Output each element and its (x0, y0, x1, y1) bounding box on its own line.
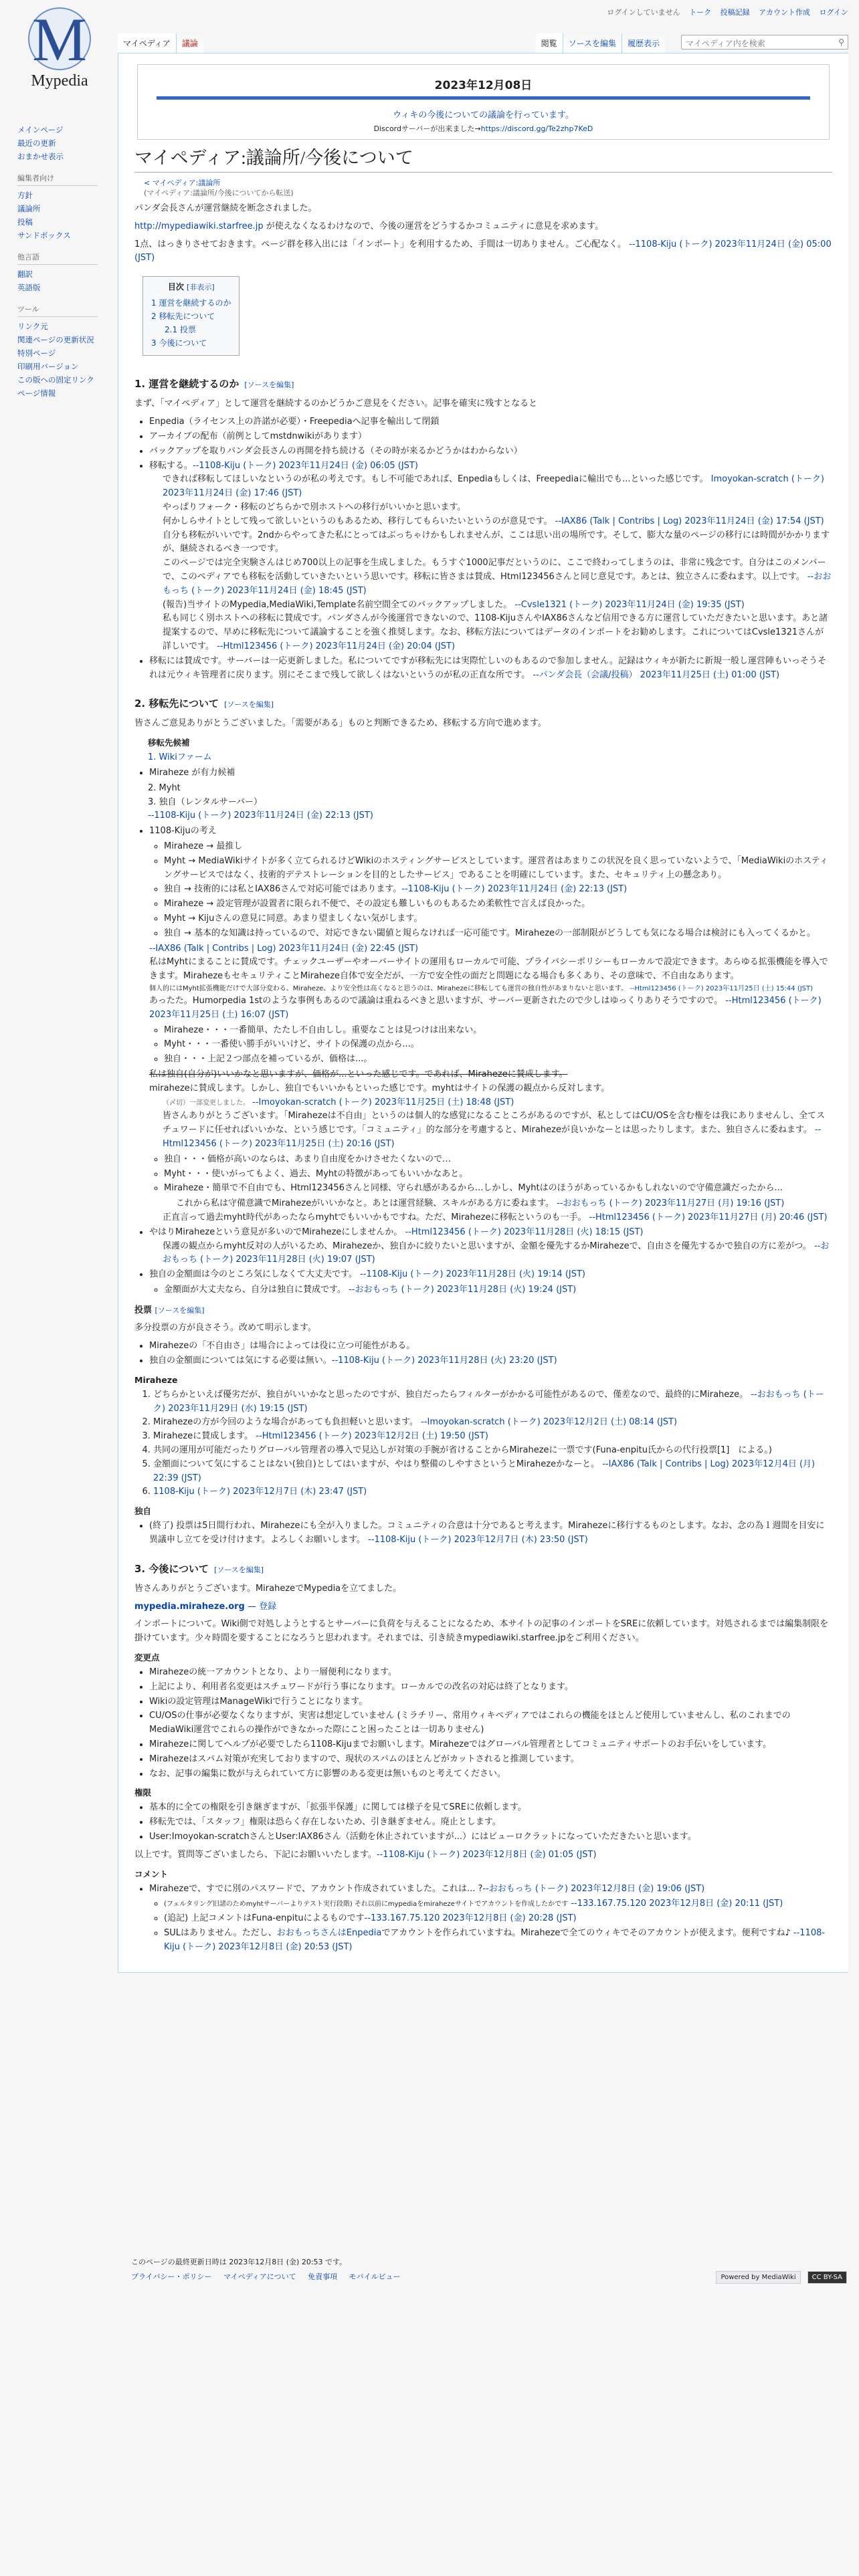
notice-discord-text: Discordサーバーが出来ました→ (373, 124, 481, 133)
toc-item[interactable]: 2.1 投票 (165, 325, 196, 335)
sidebar-item-permalink[interactable]: この版への固定リンク (17, 375, 94, 385)
vote-item: 1. どちらかといえば優劣だが、独自がいいかなと思ったのですが、独自だったらフィルターがかかる可能性があるので、僅差なので、最終的にMiraheze。 --おおもっち (トーク) 2023年11月29日 (水) 19:15 (JST) (153, 1388, 832, 1416)
sidebar (17, 123, 118, 400)
list-item: • アーカイブの配布（前例としてmstdnwikiがあります） (149, 430, 832, 444)
changes-title: 変更点 (134, 1652, 160, 1663)
body-content (134, 202, 832, 1954)
comment: (追記) 上記コメントはFuna-enpituによるものです (164, 1913, 365, 1924)
intro-1: パンダ会長さんが運営継続を断念されました。 (134, 203, 317, 214)
signature[interactable]: --おおもっち (トーク) 2023年11月29日 (水) 19:15 (JST) (153, 1389, 824, 1414)
view-tabs (536, 33, 665, 53)
signature[interactable]: --1108-Kiju (トーク) 2023年12月8日 (金) 20:53 (JST) (164, 1927, 826, 1952)
signature[interactable]: (トーク) 2023年12月7日 (木) 23:47 (JST) (197, 1487, 367, 1497)
about-link[interactable]: マイペディアについて (223, 2272, 296, 2281)
signature[interactable]: --おおもっち (トーク) 2023年11月28日 (火) 19:07 (JST) (163, 1241, 830, 1265)
comment: 私はMyhtにまることに賛成です。チェックユーザーやオーバーサイトの運用もローカルで可能、プライバシーポリシーもローカルで設定できます。あらゆる拡張機能を導入できます。MirahezeもセキュリティことMiraheze自体で安全だが、一方で安全性の面だと問題になる場合も多くあり、その意味で、不自由なあります。 (149, 957, 828, 982)
last-modified: このページの最終更新日時は 2023年12月8日 (金) 20:53 です。 (131, 2258, 347, 2266)
enpedia-link[interactable]: おおもっちさんはEnpedia (276, 1927, 382, 1938)
logo-name: Mypedia (31, 72, 88, 90)
list-item: • 独自の金額面については気にする必要は無い。--1108-Kiju (トーク) 2023年11月28日 (火) 23:20 (JST) (149, 1354, 832, 1368)
edit-source-link[interactable]: [ソースを編集] (155, 1305, 205, 1315)
signature[interactable]: Imoyokan-scratch (トーク) 2023年11月24日 (金) 17:46 (JST) (163, 474, 824, 499)
comment: 何かしらサイトとして残って欲しいというのもあるため、移行してもらいたいというのが意見です。 (163, 516, 553, 526)
notice-date: 2023年12月08日 (157, 70, 810, 100)
signature[interactable]: --Html123456 (トーク) 2023年11月28日 (火) 18:15 (JST) (405, 1226, 644, 1237)
comment: 正直言って過去myht時代があったならmyhtでもいいかもですね。ただ、Mirahezeに移転というのも一手。 (163, 1212, 587, 1222)
list-item: • Mirahezeに関してヘルプが必要でしたら1108-Kijuまでお願いします。Mirahezeではグローバル管理者としてコミュニティサポートのお手伝いをしています。 (149, 1738, 832, 1752)
sidebar-item-policy[interactable]: 方針 (17, 191, 33, 200)
comment: このページでは完全実験さんはじめ700以上の記事を生成しました。もうすぐ1000記事だというのに、ここで終わってしまうのは、非常に残念です。自分はこのメンバーで、このペディアでも移転を活動していきたいという思いです。移転に皆さまは賛成、Html123456さんと同じ意見です。あとは、独立さんに委ねます。以上です。 (163, 558, 826, 582)
login-link[interactable]: ログイン (819, 8, 848, 17)
intro-2: が使えなくなるわけなので、今後の運営をどうするかコミュニティに意見を求めます。 (266, 221, 604, 231)
list-item: • Mirahezeの「不自由さ」は場合によっては役に立つ可能性がある。 (149, 1339, 832, 1354)
list-item: • 1108-Kijuの考え ◦ Miraheze → 最推し ◦ Myht → MediaWikiサイトが多く立てられるけどWikiのホスティングサービスとしています。運営者はあまりこの状況を良く思っていないようで、「MediaWikiのホスティングサービスではなく、技術的デテストレーションを目的としたサービス」であることを明確にしています。また、セキュリティ上の懸念あり。 ◦ 独自 → 技術的には私とIAX86さんで対応可能ではあります。--1108-Kiju (トーク) 2023年11月24日 (金) 22:13 (JST) ◦ Miraheze → 設定管理が設置者に限られ不便で、その設定も難しいものもあるため柔軟性で言えば良かった。 ◦ Myht → Kijuさんの意見に同意。あまり望ましくない気がします。 ◦ 独自 → 基本的な知識は持っているので、対応できない閾値と規らなければ一応可能です。Mirahezeの一部制限がどうしても気になる場合は検討にも入ってくるかと。 --IAX86 (Talk | Contribs | Log) 2023年11月24日 (金) 22:45 (JST) 私はMyhtにまることに賛成です。チェックユーザーやオーバーサイトの運用もローカルで可能、プライバシーポリシーもローカルで設定できます。あらゆる拡張機能を導入できます。MirahezeもセキュリティことMiraheze自体で安全だが、一方で安全性の面だと問題になる場合も多くあり、その意味で、不自由なあります。 個人的にはMyht拡張機能だけで大部分変わる、Miraheze、より安全性は高くなると思うのは、Mirahezeに移転しても運営の独自性があまりないと思います。 --Html123456 (トーク) 2023年11月25日 (土) 15:44 (JST) あったた。Humorpedia 1stのような事例もあるので議論は重ねるべきと思いますが、サーバー更新されたので少しはゆっくりありそうですので。 --Html123456 (トーク) 2023年11月25日 (土) 16:07 (JST) ◦ Miraheze・・・一番簡単、たたし不自由しし。重要なことは見つけは出来ない。 ◦ Myht・・・一番使い勝手がいいけど、サイトの保護の点から...。 ◦ 独自・・・上記２つ部点を補っているが、価格は...。 私は独自(自分が)いいかなと思いますが、価格が...といった感じです。であれば、Mirahezeに賛成します。 mirahezeに賛成します。しかし、独自でもいいかもといった感じです。myhtはサイトの保護の観点から反対します。 （〆切）一部変更しました。 --Imoyokan-scratch (トーク) 2023年11月25日 (土) 18:48 (JST) 皆さんありがとうございます。「Mirahezeは不自由」というのは個人的な感覚になることころがあるのですが、私としてはCU/OSを含む権をは我にありませんし、全てスチュワードに任せればいいかな、という感じです。「コミュニティ」的な部分を考慮すると、Mirahezeが良いかなーとは思ったりします。また、独自さんに委ねます。 --Html123456 (トーク) 2023年11月25日 (土) 20:16 (JST) ◦ 独自・・・価格が高いのならは、あまり自由度をかけさせたくないので… ◦ Myht・・・使いがってもよく、過去、Myhtの特徴があってもいいかなあと。 ◦ Miraheze・簡単で不自由でも、Html123456さんと同様、守られ感があるから...しかし、Myhtはのほうがあっているかもしれないので守備意識だったから... これから私は守備意識でMirahezeがいいかなと。あとは運営経験、スキルがある方に委ねます。 --おおもっち (トーク) 2023年11月27日 (月) 19:16 (JST) 正直言って過去myht時代があったならmyhtでもいいかもですね。ただ、Mirahezeに移転というのも一手。 --Html123456 (トーク) 2023年11月27日 (月) 20:46 (JST) (149, 825, 832, 1225)
section-heading: 1. 運営を継続するのか [ソースを編集] (134, 378, 294, 391)
signature[interactable]: --IAX86 (Talk | Contribs | Log) 2023年11月24日 (金) 17:54 (JST) (555, 516, 824, 526)
sidebar-item-discussion[interactable]: 議論所 (17, 204, 41, 213)
sidebar-item-info[interactable]: ページ情報 (17, 389, 56, 398)
signature[interactable]: --Html123456 (トーク) 2023年11月24日 (金) 20:04 (JST) (217, 641, 456, 652)
talk-link[interactable]: トーク (689, 8, 712, 17)
list-item: ◦ Miraheze → 最推し (164, 840, 832, 854)
sidebar-help (17, 173, 118, 242)
sidebar-item-related[interactable]: 関連ページの更新状況 (17, 335, 94, 344)
signature[interactable]: --Imoyokan-scratch (トーク) 2023年11月25日 (土) 18:48 (JST) (252, 1097, 514, 1107)
register-link[interactable]: — 登録 (247, 1601, 277, 1612)
list-item: • Mirahezeはスパム対策が充実しておりますので、現状のスパムのほとんどがカットされると推測しています。 (149, 1753, 832, 1767)
vote-item: 6. 1108-Kiju (トーク) 2023年12月7日 (木) 23:47 (JST) (153, 1485, 832, 1499)
candidate[interactable]: 1. Wikiファーム (148, 752, 212, 763)
tab-talk[interactable]: 議論 (176, 33, 203, 54)
list-item: ◦ 独自・・・価格が高いのならは、あまり自由度をかけさせたくないので… (164, 1153, 832, 1167)
intro-3: 1点、はっきりさせておきます。ページ群を移入出には「インポート」を利用するため、手間は一切ありません。ご心配なく。 (134, 239, 626, 249)
signature[interactable]: --1108-Kiju (トーク) 2023年11月24日 (金) 06:05 (JST) (193, 460, 418, 471)
namespace-tabs (118, 33, 203, 53)
list-item: • 移転先では、「スタッフ」権限は恐らく存在しないため、引き継ぎません。廃止とします。 (149, 1816, 832, 1830)
comment: 皆さんありがとうございます。「Mirahezeは不自由」というのは個人的な感覚になることころがあるのですが、私としてはCU/OSを含む権をは我にありませんし、全てスチュワードに任せればいいかな、という感じです。「コミュニティ」的な部分を考慮すると、Mirahezeが良いかなーとは思ったりします。また、独自さんに委ねます。 (163, 1111, 826, 1136)
tab-view-source[interactable]: ソースを編集 (563, 33, 622, 54)
signature[interactable]: --おおもっち (トーク) 2023年11月27日 (月) 19:16 (JST) (557, 1198, 785, 1209)
personal-bar (600, 7, 848, 17)
old-site-link[interactable]: http://mypediawiki.starfree.jp (134, 221, 264, 231)
list-item: ◦ Myht → Kijuさんの意見に同意。あまり望ましくない気がします。 (164, 912, 832, 926)
list-item: ◦ 独自 → 技術的には私とIAX86さんで対応可能ではあります。--1108-Kiju (トーク) 2023年11月24日 (金) 22:13 (JST) (164, 883, 832, 897)
new-site-link[interactable]: mypedia.miraheze.org (134, 1601, 245, 1612)
page-subtitle (144, 178, 832, 198)
create-account-link[interactable]: アカウント作成 (759, 8, 811, 17)
contribs-link[interactable]: 投稿記録 (720, 8, 750, 17)
list-item: • Enpedia（ライセンス上の許諾が必要）・Freepediaへ記事を輸出して閉鎖 (149, 415, 832, 429)
comment: 保護の観点からmyht反対の人がいるため、Mirahezeか、独自かに絞りたいと思いますが、金額を優先するかMirahezeで、自由さを優先するかで独自の方に差がつ。 (163, 1241, 812, 1251)
comment: あったた。Humorpedia 1stのような事例もあるので議論は重ねるべきと思いますが、サーバー更新されたので少しはゆっくりありそうですので。 (149, 995, 723, 1006)
signature[interactable]: --おおもっち (トーク) 2023年11月24日 (金) 18:45 (JST) (163, 572, 832, 596)
vote-lead: 多分投票の方が良さそう。改めて明示します。 (134, 1323, 316, 1333)
signature[interactable]: --Html123456 (トーク) 2023年11月25日 (土) 20:16 (JST) (163, 1125, 822, 1149)
sidebar-help-title: 編集者向け (17, 173, 98, 186)
sec3-lead: 皆さんありがとうございます。MirahezeでMypediaを立てました。 (134, 1583, 402, 1594)
sidebar-item-english[interactable]: 英語版 (17, 283, 41, 292)
signature[interactable]: --1108-Kiju (トーク) 2023年11月28日 (火) 23:20 (JST) (331, 1356, 557, 1366)
comment: SULはありません。ただし、 (164, 1927, 277, 1938)
signature[interactable]: --1108-Kiju (トーク) 2023年11月28日 (火) 19:14 (JST) (360, 1269, 586, 1280)
sec3-import: インポートについて。Wiki側で対処しようとするとサーバーに負荷を与えることになるため、本サイトの記事のインポートをSREに依頼しています。対処されるまでは編集制限を掛けています。少々時間を要することになろうと思われます。それまでは、引き続きmypediawiki.starfree.jpをご利用ください。 (134, 1619, 829, 1644)
signature[interactable]: --Cvsle1321 (トーク) 2023年11月24日 (金) 19:35 (JST) (514, 599, 745, 610)
signature[interactable]: --パンダ会長（会議/投稿） 2023年11月25日 (土) 01:00 (JST) (533, 669, 780, 680)
vote-item: 2. Mirahezeの方が今回のような場合があっても負担軽いと思います。 --Imoyokan-scratch (トーク) 2023年12月2日 (土) 08:14 (JST) (153, 1416, 832, 1430)
list-item: ◦ Myht → MediaWikiサイトが多く立てられるけどWikiのホスティングサービスとしています。運営者はあまりこの状況を良く思っていないようで、「MediaWikiのホスティングサービスではなく、技術的デテストレーションを目的としたサービス」であることを明確にしています。また、セキュリティ上の懸念あり。 (164, 855, 832, 883)
comment: 自分も移転がいいです。2ndからやってきた私にとってはぶっちゃけかもしれませんが、ここは思い出の場所です。そして、膨大な量のページの移行には時間がかかりますが、継続されるべき一つです。 (163, 530, 830, 554)
toc-item[interactable]: 1 運営を継続するのか (151, 298, 231, 308)
toc-item[interactable]: 3 今後について (151, 338, 207, 348)
list-item: • Wikiの設定管理はManageWikiで行うことになります。 (149, 1695, 832, 1709)
sidebar-item-main[interactable]: メインページ (17, 125, 64, 134)
vote-item: 5. 金額面について気にすることはない(独自)としてはいますが、やはり整備のしやすさというとMirahezeかなーと。 --IAX86 (Talk | Contribs | Log) 2023年12月4日 (月) 22:39 (JST) (153, 1458, 832, 1486)
sidebar-other-title: 他言語 (17, 251, 98, 265)
list-item: • やはりMirahezeという意見が多いのでMirahezeにしませんか。 --Html123456 (トーク) 2023年11月28日 (火) 18:15 (JST) 保護の観点からmyht反対の人がいるため、Mirahezeか、独自かに絞りたいと思いますが、金額を優先するかMirahezeで、自由さを優先するかで独自の方に差がつ。 --おおもっち (トーク) 2023年11月28日 (火) 19:07 (JST) (149, 1226, 832, 1267)
search-icon[interactable]: ⚲ (838, 37, 844, 47)
disclaimer-link[interactable]: 免責事項 (308, 2272, 338, 2281)
parent-link[interactable]: < マイペディア:議論所 (144, 179, 221, 188)
logo-letter: M (32, 5, 87, 74)
logo-icon (9, 4, 110, 91)
mobile-link[interactable]: モバイルビュー (349, 2272, 401, 2281)
sidebar-nav (17, 123, 118, 163)
vote-item: 3. Mirahezeに賛成します。 --Html123456 (トーク) 2023年12月2日 (土) 19:50 (JST) (153, 1430, 832, 1444)
redirect-note: (マイペディア:議論所/今後についてから転送) (144, 189, 294, 198)
struck-comment: 私は独自(自分が)いいかなと思いますが、価格が...といった感じです。であれば、Mirahezeに賛成します。 (149, 1069, 568, 1079)
tab-page[interactable]: マイペディア (118, 33, 176, 54)
sidebar-item-translate[interactable]: 翻訳 (17, 270, 33, 279)
list-item: ◦ 独自・・・上記２つ部点を補っているが、価格は...。 (164, 1053, 832, 1067)
tab-history[interactable]: 履歴表示 (622, 33, 665, 54)
signature[interactable]: --1108-Kiju (トーク) 2023年11月24日 (金) 22:13 (JST) (401, 884, 628, 895)
list-item: ◦ Myht・・・使いがってもよく、過去、Myhtの特徴があってもいいかなあと。 (164, 1168, 832, 1182)
sidebar-item-recent[interactable]: 最近の更新 (17, 138, 56, 148)
signature[interactable]: --IAX86 (Talk | Contribs | Log) 2023年12月4日 (月) 22:39 (JST) (153, 1459, 816, 1483)
comment: (報告)当サイトのMypedia,MediaWiki,Template名前空間全てのバックアップしました。 (163, 599, 512, 610)
section-heading: 2. 移転先について [ソースを編集] (134, 697, 274, 710)
tab-read[interactable]: 閲覧 (536, 33, 563, 54)
powered-by-mediawiki-icon[interactable]: Powered by MediaWiki (716, 2271, 800, 2284)
candidate: 3. 独自（レンタルサーバー） (148, 796, 263, 807)
signature[interactable]: --1108-Kiju (トーク) 2023年12月8日 (金) 01:05 (JST) (376, 1849, 597, 1860)
comment: 個人的にはMyht拡張機能だけで大部分変わる、Miraheze、より安全性は高くなると思うのは、Mirahezeに移転しても運営の独自性があまりないと思います。 (149, 984, 628, 992)
signature[interactable]: --Html123456 (トーク) 2023年12月2日 (土) 19:50 (JST) (256, 1431, 488, 1442)
page-title: マイペディア:議論所/今後について (134, 146, 832, 173)
signature[interactable]: --133.167.75.120 2023年12月8日 (金) 20:28 (JST) (364, 1913, 577, 1924)
footer (118, 2252, 859, 2282)
candidates-title: 移転先候補 (148, 738, 190, 748)
table-of-contents (142, 276, 240, 356)
signature[interactable]: --おおもっち (トーク) 2023年11月28日 (火) 19:24 (JST) (349, 1284, 577, 1295)
list-item: ◦ Myht・・・一番使い勝手がいいけど、サイトの保護の点から...。 (164, 1038, 832, 1052)
list-item: • User:Imoyokan-scratchさんとUser:IAX86さん（活動を休止されていますが...）にはビューロクラットになっていただきたいと思います。 (149, 1830, 832, 1844)
sidebar-item-print[interactable]: 印刷用バージョン (17, 362, 79, 371)
signature[interactable]: --Html123456 (トーク) 2023年11月25日 (土) 16:07 (JST) (149, 995, 822, 1020)
sec1-lead: まず、「マイペディア」として運営を継続するのかどうかご意見をください。記事を確実に残すとなると (134, 399, 538, 409)
sidebar-item-random[interactable]: おまかせ表示 (17, 152, 64, 161)
comment: できれば移転してほしいなというのが私の考えです。もし不可能であれば、Enpediaもしくは、Freepediaに輸出でも...といった感じです。 (163, 474, 708, 485)
search-input[interactable]: マイペディア内を検索 (681, 35, 848, 49)
sidebar-item-sandbox[interactable]: サンドボックス (17, 231, 71, 240)
sidebar-tools-title: ツール (17, 304, 98, 317)
sidebar-item-contribute[interactable]: 投稿 (17, 217, 33, 227)
comment: (フェルタリング旧諸のためmyhtサーバーよりテスト実行段階) それ以前にmypediaをmirahezeサイトでアカウントを作成したかです (164, 1901, 569, 1909)
vote-independent-title: 独自 (134, 1506, 152, 1517)
privacy-link[interactable]: プライバシー・ポリシー (131, 2272, 212, 2281)
list-item: • CU/OSの仕事が必要なくなりますが、実害は想定していません (ミラチリー、常用ウィキペディアではこれらの機能をほとんど使用していませんし、私のこれまでのMediaWiki運営でこれらの操作ができなかった際にこと困ったことは一切ありません) (149, 1709, 832, 1737)
section-heading: 3. 今後について [ソースを編集] (134, 1562, 264, 1575)
sidebar-item-whatlinks[interactable]: リンク元 (17, 322, 48, 331)
notice-discord-link[interactable]: https://discord.gg/Te2zhp7KeD (480, 124, 593, 133)
list-item: ◦ 独自 → 基本的な知識は持っているので、対応できない閾値と規らなければ一応可能です。Mirahezeの一部制限がどうしても気になる場合は検討にも入ってくるかと。 (164, 927, 832, 941)
content (118, 53, 848, 1973)
note: （〆切）一部変更しました。 (163, 1099, 250, 1107)
signature[interactable]: --133.167.75.120 2023年12月8日 (金) 20:11 (JST) (571, 1899, 783, 1909)
toc-item[interactable]: 2 移転先について (151, 312, 215, 322)
sidebar-item-special[interactable]: 特別ページ (17, 348, 56, 358)
subsection-heading: 投票 [ソースを編集] (134, 1305, 205, 1315)
edit-source-link[interactable]: [ソースを編集] (214, 1565, 264, 1574)
list-item: • 上記により、利用者名変更はスチュワードが行う事になります。ローカルでの改名の対応は終了となります。 (149, 1681, 832, 1695)
list-item: ◦ Miraheze → 設定管理が設置者に限られ不便で、その設定も難しいものもあるため柔軟性で言えば良かった。 (164, 897, 832, 911)
closing-note: 以上です。質問等ございましたら、下記にお願いいたします。 (134, 1849, 377, 1860)
signature[interactable]: --Html123456 (トーク) 2023年11月25日 (土) 15:44 (JST) (630, 984, 814, 992)
toc-title: 目次 (167, 282, 184, 292)
comment: 金額面が大丈夫なら、自分は独自に賛成です。 (164, 1284, 346, 1295)
comment: 私も同じく別ホストへの移転に賛成です。パンダさんが今後運営できないので、1108-KijuさんやIAX86さんなど信用できる方に運営していただきたいと思います。あと諸提案するので、早めに移転先について議論することを強く推奨します。なお、移転方法についてはデータのインポートをお勧めします。これについてはCvsle1321さんが詳しいです。 (163, 613, 828, 652)
signature[interactable]: --Html123456 (トーク) 2023年11月27日 (月) 20:46 (JST) (589, 1212, 828, 1222)
comment: mirahezeに賛成します。しかし、独自でもいいかもといった感じです。myhtはサイトの保護の観点から反対します。 (149, 1083, 610, 1093)
list-item: • Mirahezeの統一アカウントとなり、より一層便利になります。 (149, 1666, 832, 1680)
site-notice (137, 64, 830, 140)
signature[interactable]: --1108-Kiju (トーク) 2023年11月24日 (金) 05:00 (JST) (134, 239, 832, 263)
toc-toggle[interactable]: [非表示] (187, 283, 215, 292)
vote-miraheze-title: Miraheze (134, 1374, 178, 1385)
list-item: ◦ Miraheze・・・一番簡単、たたし不自由しし。重要なことは見つけは出来ない。 (164, 1024, 832, 1038)
edit-source-link[interactable]: [ソースを編集] (224, 700, 274, 710)
signature[interactable]: --1108-Kiju (トーク) 2023年12月7日 (木) 23:50 (JST) (368, 1535, 588, 1545)
list-item: • 移転には賛成です。サーバーは一応更新しました。私についてですが移転先には実際忙しいのもあるので参加しません。記録はウィキが新たに新規一般し運営陣もいっそうそれは元ウィキ管理者に戻ります。別にそこまで残して欲しくはないというのが私の正直な所です。 --パンダ会長（会議/投稿） 2023年11月25日 (土) 01:00 (JST) (149, 655, 832, 683)
edit-source-link[interactable]: [ソースを編集] (244, 381, 294, 390)
comments-title: コメント (134, 1868, 169, 1879)
comment: これから私は守備意識でMirahezeがいいかなと。あとは運営経験、スキルがある方に委ねます。 (176, 1198, 555, 1209)
sidebar-other (17, 251, 118, 294)
list-item: • なお、記事の編集に数が与えられていて方に影響のある変更は無いものと考えてください。 (149, 1767, 832, 1782)
vote-item: 4. 共同の運用が可能だったりグローバル管理者の導入で見込しが対策の手腕が省けることからMirahezeに一票です(Funa-enpitu氏からの代行投票[1] による。) (153, 1444, 832, 1458)
list-item: • (終了) 投票は5日間行われ、Mirahezeにも全が入りました。コミュニティの合意は十分であると考えます。Mirahezeに移行するものとします。なお、念の為１週間を目安に異議申し立てを受け付けます。よろしくお願いします。 --1108-Kiju (トーク) 2023年12月7日 (木) 23:50 (JST) (149, 1519, 832, 1547)
not-logged-in: ログインしていません (607, 8, 680, 17)
sec2-lead: 皆さんご意見ありがとうございました。「需要がある」ものと判断できるため、移転する方向で進めます。 (134, 718, 547, 729)
list-item: • Mirahezeで、すでに別のパスワードで、アカウント作成されていました。これは... ?--おおもっち (トーク) 2023年12月8日 (金) 19:06 (JST) ◦ (フェルタリング旧諸のためmyhtサーバーよりテスト実行段階) それ以前にmypediaをmirahezeサイトでアカウントを作成したかです --133.167.75.120 2023年12月8日 (金) 20:11 (JST) ◦ (追記) 上記コメントはFuna-enpituによるものです--133.167.75.120 2023年12月8日 (金) 20:28 (JST) ◦ SULはありません。ただし、おおもっちさんはEnpediaでアカウントを作られていますね。Mirahezeで全てのウィキでそのアカウントが使えます。便利ですね♪ --1108-Kiju (トーク) 2023年12月8日 (金) 20:53 (JST) (149, 1883, 832, 1955)
comment: やっぱりフォーク・移転のどちらかで別ホストへの移行がいいかと思います。 (163, 502, 466, 513)
list-item: ◦ Miraheze・簡単で不自由でも、Html123456さんと同様、守られ感があるから...しかし、Myhtはのほうがあっているかもしれないので守備意識だったから... (164, 1182, 832, 1196)
sidebar-tools (17, 304, 118, 400)
list-item: • 移転する。--1108-Kiju (トーク) 2023年11月24日 (金) 06:05 (JST) できれば移転してほしいなというのが私の考えです。もし不可能であれば、Enpediaもしくは、Freepediaに輸出でも...といった感じです。 Imoyokan-scratch (トーク) 2023年11月24日 (金) 17:46 (JST) やっぱりフォーク・移転のどちらかで別ホストへの移行がいいかと思います。 何かしらサイトとして残って欲しいというのもあるため、移行してもらいたいというのが意見です。 --IAX86 (Talk | Contribs | Log) 2023年11月24日 (金) 17:54 (JST) 自分も移転がいいです。2ndからやってきた私にとってはぶっちゃけかもしれませんが、ここは思い出の場所です。そして、膨大な量のページの移行には時間がかかりますが、継続されるべき一つです。 このページでは完全実験さんはじめ700以上の記事を生成しました。もうすぐ1000記事だというのに、ここで終わってしまうのは、非常に残念です。自分はこのメンバーで、このペディアでも移転を活動していきたいという思いです。移転に皆さまは賛成、Html123456さんと同じ意見です。あとは、独立さんに委ねます。以上です。 --おおもっち (トーク) 2023年11月24日 (金) 18:45 (JST) (報告)当サイトのMypedia,MediaWiki,Template名前空間全てのバックアップしました。 --Cvsle1321 (トーク) 2023年11月24日 (金) 19:35 (JST) 私も同じく別ホストへの移転に賛成です。パンダさんが今後運営できないので、1108-KijuさんやIAX86さんなど信用できる方に運営していただきたいと思います。あと諸提案するので、早めに移転先について議論することを強く推奨します。なお、移転方法についてはデータのインポートをお勧めします。これについてはCvsle1321さんが詳しいです。 --Html123456 (トーク) 2023年11月24日 (金) 20:04 (JST) (149, 459, 832, 654)
site-logo[interactable] (9, 4, 110, 91)
candidate: 2. Myht (148, 782, 181, 793)
candidate: • Miraheze が有力候補 (149, 766, 832, 780)
signature[interactable]: --1108-Kiju (トーク) 2023年11月24日 (金) 22:13 (JST) (148, 811, 373, 821)
signature[interactable]: --IAX86 (Talk | Contribs | Log) 2023年11月24日 (金) 22:45 (JST) (149, 943, 419, 954)
list-item: • バックアップを取りパンダ会長さんの再開を持ち続ける（その時が来るかどうかはわからない） (149, 445, 832, 459)
cc-license-icon[interactable]: CC BY-SA (807, 2271, 847, 2284)
list-item: • 独自の金額面は今のところ気にしなくて大丈夫です。 --1108-Kiju (トーク) 2023年11月28日 (火) 19:14 (JST) ◦ 金額面が大丈夫なら、自分は独自に賛成です。 --おおもっち (トーク) 2023年11月28日 (火) 19:24 (JST) (149, 1268, 832, 1297)
permissions-title: 権限 (134, 1788, 152, 1798)
signature[interactable]: --おおもっち (トーク) 2023年12月8日 (金) 19:06 (JST) (482, 1883, 705, 1894)
signature[interactable]: --Imoyokan-scratch (トーク) 2023年12月2日 (土) 08:14 (JST) (421, 1417, 678, 1428)
list-item: • 基本的に全ての権限を引き継ぎますが、「拡張半保護」に関しては様子を見てSREに依頼します。 (149, 1801, 832, 1815)
notice-discussion-link[interactable]: ウィキの今後についての議論を行っています。 (393, 110, 574, 120)
